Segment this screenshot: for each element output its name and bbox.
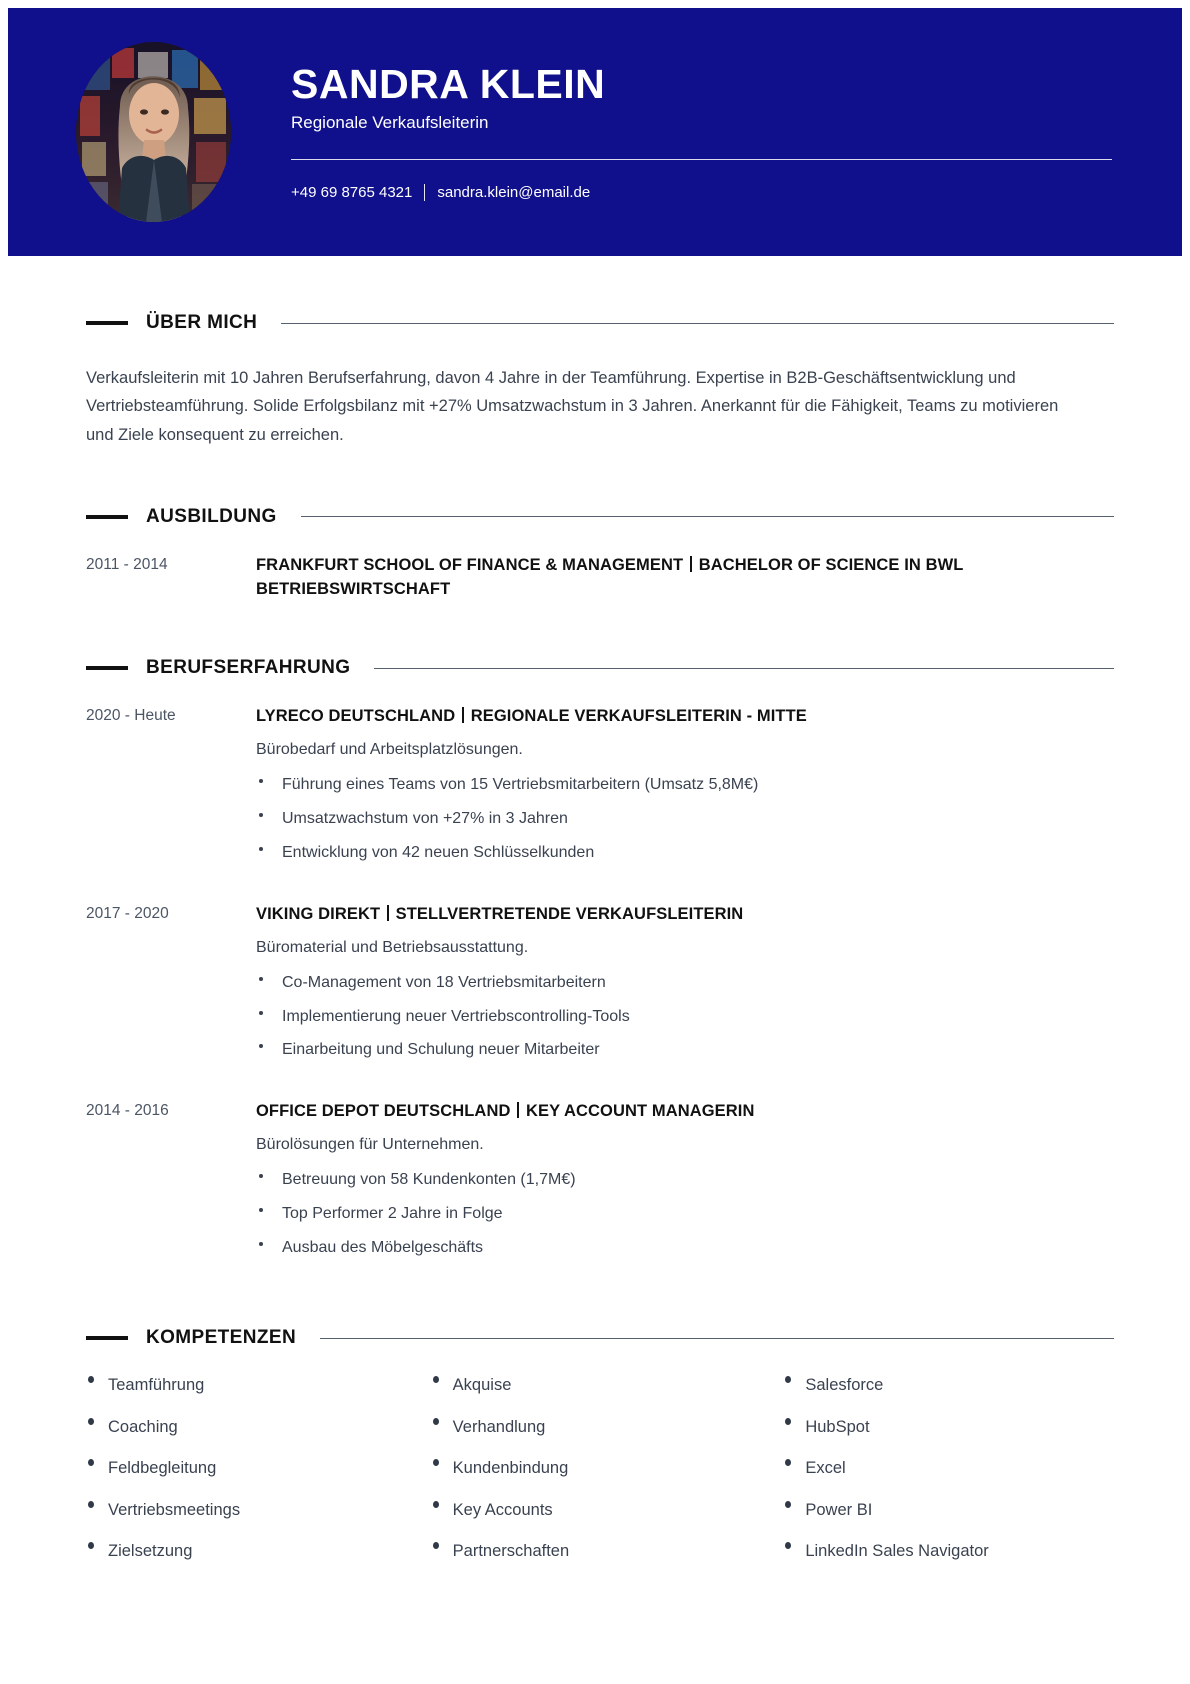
contact-info — [291, 184, 1112, 201]
skills-column — [761, 1375, 1114, 1582]
experience-description: Bürolösungen für Unternehmen. — [256, 1136, 484, 1154]
phone-number[interactable]: +49 69 8765 4321 — [291, 183, 413, 201]
experience-entry — [86, 705, 1114, 876]
skills-column — [417, 1375, 762, 1582]
list-item: Kundenbindung — [431, 1458, 746, 1479]
list-item: Teamführung — [86, 1375, 401, 1396]
experience-content — [256, 903, 1114, 1074]
experience-dates: 2020 - Heute — [86, 707, 176, 725]
section-title-about: ÜBER MICH — [146, 312, 258, 333]
experience-title — [256, 705, 1114, 729]
experience-position: KEY ACCOUNT MANAGERIN — [525, 1102, 755, 1121]
resume-header — [8, 8, 1182, 256]
list-item: Coaching — [86, 1417, 401, 1438]
section-header-skills — [86, 1327, 1114, 1349]
list-item: Implementierung neuer Vertriebscontrolling-Tools — [256, 1007, 1114, 1028]
experience-bullet-list — [256, 973, 1114, 1061]
list-item: Key Accounts — [431, 1500, 746, 1521]
list-item: Ausbau des Möbelgeschäfts — [256, 1238, 1114, 1259]
list-item: HubSpot — [783, 1417, 1098, 1438]
experience-position: REGIONALE VERKAUFSLEITERIN - MITTE — [470, 707, 807, 726]
section-dash-icon — [86, 321, 128, 325]
list-item: Entwicklung von 42 neuen Schlüsselkunden — [256, 843, 1114, 864]
avatar-photo-icon — [76, 42, 231, 222]
experience-title — [256, 1100, 1114, 1124]
experience-company: LYRECO DEUTSCHLAND — [256, 707, 456, 726]
section-header-experience — [86, 657, 1114, 679]
section-dash-icon — [86, 1336, 128, 1340]
list-item: Co-Management von 18 Vertriebsmitarbeitern — [256, 973, 1114, 994]
email-address[interactable]: sandra.klein@email.de — [437, 183, 591, 201]
header-divider — [291, 159, 1112, 160]
experience-company: VIKING DIREKT — [256, 904, 381, 923]
section-dash-icon — [86, 515, 128, 519]
experience-content — [256, 1100, 1114, 1271]
list-item: Salesforce — [783, 1375, 1098, 1396]
section-rule — [301, 516, 1114, 517]
experience-company: OFFICE DEPOT DEUTSCHLAND — [256, 1102, 511, 1121]
education-institution: FRANKFURT SCHOOL OF FINANCE & MANAGEMENT — [256, 555, 684, 574]
section-title-skills: KOMPETENZEN — [146, 1327, 297, 1349]
section-header-education — [86, 506, 1114, 528]
header-text-block — [291, 63, 1182, 200]
section-title-experience: BERUFSERFAHRUNG — [146, 657, 351, 679]
experience-bullet-list — [256, 1170, 1114, 1258]
experience-position: STELLVERTRETENDE VERKAUFSLEITERIN — [395, 904, 744, 923]
resume-body — [8, 256, 1182, 1583]
experience-entry — [86, 1100, 1114, 1271]
experience-description: Bürobedarf und Arbeitsplatzlösungen. — [256, 741, 523, 759]
list-item: Verhandlung — [431, 1417, 746, 1438]
list-item: Umsatzwachstum von +27% in 3 Jahren — [256, 809, 1114, 830]
list-item: Power BI — [783, 1500, 1098, 1521]
experience-title — [256, 903, 1114, 927]
experience-dates: 2017 - 2020 — [86, 904, 169, 922]
experience-content — [256, 705, 1114, 876]
section-rule — [281, 323, 1114, 324]
experience-bullet-list — [256, 775, 1114, 863]
list-item: Excel — [783, 1458, 1098, 1479]
resume-sheet — [8, 8, 1182, 1684]
list-item: LinkedIn Sales Navigator — [783, 1541, 1098, 1562]
education-content — [256, 554, 1114, 602]
section-header-about — [86, 312, 1114, 334]
contact-separator — [424, 184, 425, 201]
skills-column — [86, 1375, 417, 1582]
title-separator-icon — [387, 905, 389, 921]
education-dates: 2011 - 2014 — [86, 555, 168, 573]
list-item: Partnerschaften — [431, 1541, 746, 1562]
list-item: Zielsetzung — [86, 1541, 401, 1562]
education-entry — [86, 554, 1114, 602]
education-title — [256, 554, 1114, 602]
list-item: Betreuung von 58 Kundenkonten (1,7M€) — [256, 1170, 1114, 1191]
list-item: Einarbeitung und Schulung neuer Mitarbeiter — [256, 1040, 1114, 1061]
experience-dates: 2014 - 2016 — [86, 1102, 169, 1120]
section-dash-icon — [86, 666, 128, 670]
section-rule — [320, 1338, 1114, 1339]
skills-grid — [86, 1375, 1114, 1582]
title-separator-icon — [517, 1102, 519, 1118]
list-item: Führung eines Teams von 15 Vertriebsmitarbeitern (Umsatz 5,8M€) — [256, 775, 1114, 796]
title-separator-icon — [462, 707, 464, 723]
education-degree: BACHELOR OF SCIENCE IN BWL BETRIEBSWIRTSCHAFT — [256, 555, 964, 598]
experience-entry — [86, 903, 1114, 1074]
job-headline: Regionale Verkaufsleiterin — [291, 113, 489, 133]
about-text: Verkaufsleiterin mit 10 Jahren Berufserfahrung, davon 4 Jahre in der Teamführung. Expertise in B2B-Geschäftsentwicklung und Vertriebsteamführung. Solide Erfolgsbilanz mit +27% Umsatzwachstum in 3 Jahren. Anerkannt für die Fähigkeit, Teams zu motivieren und Ziele konsequent zu erreichen. — [86, 369, 1059, 444]
list-item: Feldbegleitung — [86, 1458, 401, 1479]
page-title: SANDRA KLEIN — [291, 61, 606, 108]
list-item: Top Performer 2 Jahre in Folge — [256, 1204, 1114, 1225]
section-title-education: AUSBILDUNG — [146, 505, 277, 527]
title-separator-icon — [690, 556, 692, 572]
list-item: Akquise — [431, 1375, 746, 1396]
list-item: Vertriebsmeetings — [86, 1500, 401, 1521]
section-rule — [374, 668, 1114, 669]
avatar — [76, 42, 231, 222]
experience-description: Büromaterial und Betriebsausstattung. — [256, 938, 529, 956]
